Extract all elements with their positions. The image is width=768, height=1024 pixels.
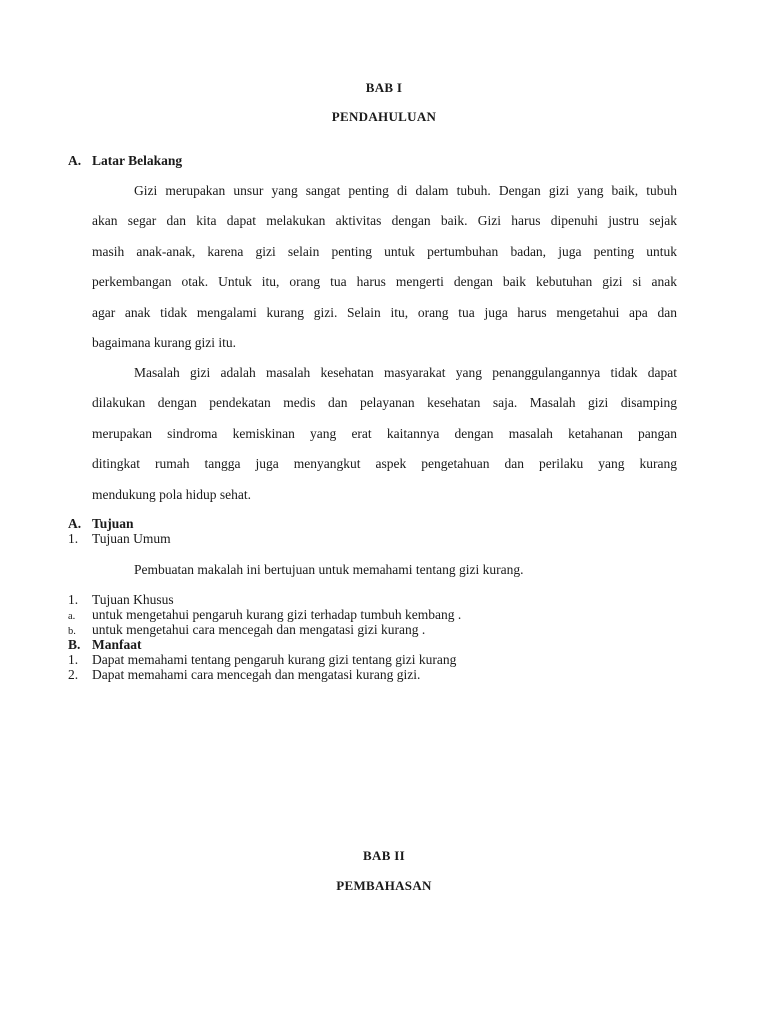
paragraph-line: bagaimana kurang gizi itu.: [92, 334, 236, 350]
list-item: [68, 667, 420, 683]
section-heading-manfaat: [68, 637, 142, 653]
paragraph-latar-belakang-1: [92, 176, 677, 358]
paragraph-line: ditingkat rumah tangga juga menyangkut aspek pengetahuan dan perilaku yang kurang: [92, 456, 677, 472]
paragraph-line: merupakan sindroma kemiskinan yang erat kaitannya dengan masalah ketahanan pangan: [92, 425, 677, 441]
list-item: [68, 652, 456, 668]
list-item: [68, 607, 461, 623]
paragraph-latar-belakang-2: [92, 358, 677, 510]
chapter-subtitle: PEMBAHASAN: [336, 878, 432, 893]
paragraph-line: Masalah gizi adalah masalah kesehatan masyarakat yang penanggulangannya tidak dapat: [134, 365, 677, 380]
paragraph-line: dilakukan dengan pendekatan medis dan pelayanan kesehatan saja. Masalah gizi disamping: [92, 395, 677, 411]
paragraph-line: perkembangan otak. Untuk itu, orang tua harus mengerti dengan baik kebutuhan gizi si anak: [92, 274, 677, 290]
chapter-title: BAB I: [365, 80, 403, 95]
subsection-title: Tujuan Khusus: [92, 592, 174, 607]
paragraph-line: Gizi merupakan unsur yang sangat penting di dalam tubuh. Dengan gizi yang baik, tubuh: [134, 183, 677, 198]
subsection-tujuan-khusus: [68, 592, 174, 608]
section-title: Manfaat: [92, 637, 142, 652]
section-title: Tujuan: [92, 516, 134, 531]
subsection-tujuan-umum: [68, 531, 171, 547]
section-heading-tujuan: [68, 516, 134, 532]
list-number: 1.: [68, 592, 79, 607]
list-item-text: untuk mengetahui pengaruh kurang gizi terhadap tumbuh kembang .: [92, 607, 462, 622]
list-item-text: Dapat memahami cara mencegah dan mengatasi kurang gizi.: [92, 667, 421, 682]
tujuan-umum-text: Pembuatan makalah ini bertujuan untuk memahami tentang gizi kurang.: [134, 562, 524, 577]
chapter-subtitle: PENDAHULUAN: [331, 109, 437, 124]
list-letter: a.: [68, 611, 76, 622]
paragraph-line: masih anak-anak, karena gizi selain penting untuk pertumbuhan badan, juga penting untuk: [92, 243, 677, 259]
section-number: A.: [68, 516, 82, 531]
chapter-title: BAB II: [363, 848, 405, 863]
section-number: B.: [68, 637, 81, 652]
list-number: 1.: [68, 531, 79, 546]
paragraph-line: mendukung pola hidup sehat.: [92, 486, 251, 502]
list-item: [68, 622, 425, 638]
list-item-text: untuk mengetahui cara mencegah dan mengatasi gizi kurang .: [92, 622, 426, 637]
list-number: 2.: [68, 667, 79, 682]
section-title: Latar Belakang: [92, 153, 183, 168]
list-letter: b.: [68, 626, 76, 637]
section-heading-latar-belakang: [68, 153, 182, 169]
paragraph-line: akan segar dan kita dapat melakukan aktivitas dengan baik. Gizi harus dipenuhi justru sejak: [92, 213, 677, 229]
section-number: A.: [68, 153, 82, 168]
list-number: 1.: [68, 652, 79, 667]
paragraph-line: agar anak tidak mengalami kurang gizi. Selain itu, orang tua juga harus mengetahui apa dan: [92, 304, 677, 320]
subsection-title: Tujuan Umum: [92, 531, 171, 546]
list-item-text: Dapat memahami tentang pengaruh kurang gizi tentang gizi kurang: [92, 652, 457, 667]
